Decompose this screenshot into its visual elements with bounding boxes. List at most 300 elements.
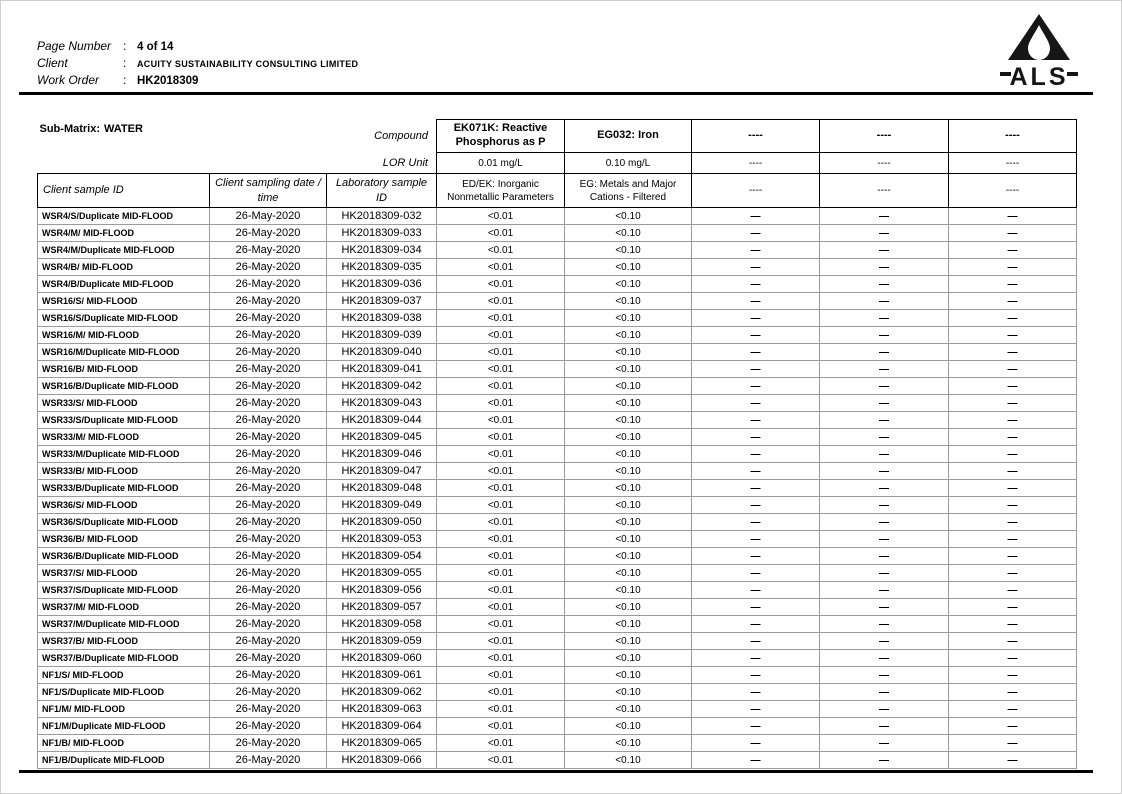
client-label: Client [37,56,68,70]
value-cell: — [820,310,949,327]
work-order-field [37,73,358,90]
lab-sample-id-cell: HK2018309-044 [327,412,437,429]
lab-sample-id-cell: HK2018309-049 [327,497,437,514]
lab-sample-id-cell: HK2018309-040 [327,344,437,361]
lor-unit-row [38,153,1077,174]
sample-id-cell: WSR36/S/Duplicate MID-FLOOD [38,514,210,531]
value-cell: <0.10 [565,718,692,735]
column-header-row [38,174,1077,208]
value-cell: <0.01 [437,514,565,531]
value-cell: — [692,344,820,361]
value-cell: — [692,752,820,769]
value-cell: <0.01 [437,310,565,327]
value-cell: <0.10 [565,735,692,752]
sampling-date-cell: 26-May-2020 [210,735,327,752]
value-cell: — [820,395,949,412]
table-row [38,378,1077,395]
value-cell: — [820,650,949,667]
value-cell: <0.01 [437,650,565,667]
sampling-date-cell: 26-May-2020 [210,412,327,429]
value-cell: — [820,327,949,344]
value-cell: — [692,378,820,395]
value-cell: <0.01 [437,667,565,684]
col-header-method-group-2: EG: Metals and Major Cations - Filtered [565,174,692,208]
value-cell: — [820,735,949,752]
table-row [38,480,1077,497]
sample-id-cell: WSR4/M/ MID-FLOOD [38,225,210,242]
value-cell: — [820,633,949,650]
value-cell: <0.10 [565,327,692,344]
value-cell: <0.01 [437,344,565,361]
compound-header-row [38,120,1077,153]
table-row [38,446,1077,463]
lab-sample-id-cell: HK2018309-065 [327,735,437,752]
value-cell: <0.10 [565,310,692,327]
sample-id-cell: WSR33/M/ MID-FLOOD [38,429,210,446]
table-row [38,463,1077,480]
value-cell: — [820,412,949,429]
lab-sample-id-cell: HK2018309-046 [327,446,437,463]
value-cell: <0.01 [437,531,565,548]
lab-sample-id-cell: HK2018309-043 [327,395,437,412]
value-cell: — [949,310,1077,327]
table-row [38,497,1077,514]
lab-sample-id-cell: HK2018309-061 [327,667,437,684]
sample-id-cell: WSR36/B/Duplicate MID-FLOOD [38,548,210,565]
sample-id-cell: WSR33/B/ MID-FLOOD [38,463,210,480]
col-header-lab-sample-id: Laboratory sample ID [327,174,437,208]
value-cell: — [949,463,1077,480]
value-cell: <0.10 [565,378,692,395]
lab-sample-id-cell: HK2018309-034 [327,242,437,259]
value-cell: <0.01 [437,327,565,344]
value-cell: <0.01 [437,225,565,242]
value-cell: — [949,735,1077,752]
table-row [38,310,1077,327]
value-cell: — [820,429,949,446]
lor-unit-cell: ---- [692,153,820,174]
value-cell: — [949,497,1077,514]
value-cell: — [949,361,1077,378]
value-cell: — [949,412,1077,429]
value-cell: <0.10 [565,531,692,548]
value-cell: — [692,463,820,480]
sample-id-cell: WSR37/B/Duplicate MID-FLOOD [38,650,210,667]
table-row [38,616,1077,633]
lab-sample-id-cell: HK2018309-054 [327,548,437,565]
value-cell: — [820,361,949,378]
lab-sample-id-cell: HK2018309-050 [327,514,437,531]
table-row [38,429,1077,446]
value-cell: — [949,548,1077,565]
lab-sample-id-cell: HK2018309-032 [327,208,437,225]
value-cell: <0.10 [565,650,692,667]
value-cell: — [949,531,1077,548]
value-cell: <0.10 [565,565,692,582]
sample-id-cell: WSR37/M/Duplicate MID-FLOOD [38,616,210,633]
page-number-value: 4 of 14 [137,41,174,53]
value-cell: <0.10 [565,463,692,480]
lab-sample-id-cell: HK2018309-033 [327,225,437,242]
lab-sample-id-cell: HK2018309-037 [327,293,437,310]
sampling-date-cell: 26-May-2020 [210,599,327,616]
value-cell: — [949,225,1077,242]
value-cell: <0.01 [437,378,565,395]
value-cell: — [949,480,1077,497]
value-cell: <0.10 [565,548,692,565]
value-cell: <0.01 [437,582,565,599]
value-cell: — [692,361,820,378]
value-cell: — [820,599,949,616]
svg-text:ALS: ALS [1009,63,1069,89]
col-header-sampling-date: Client sampling date / time [210,174,327,208]
value-cell: — [820,497,949,514]
value-cell: <0.01 [437,361,565,378]
separator-colon: : [123,73,127,87]
value-cell: — [692,735,820,752]
table-row [38,344,1077,361]
value-cell: — [692,684,820,701]
value-cell: — [949,429,1077,446]
table-row [38,548,1077,565]
value-cell: <0.01 [437,718,565,735]
value-cell: <0.01 [437,463,565,480]
value-cell: — [820,378,949,395]
value-cell: <0.01 [437,412,565,429]
value-cell: — [692,616,820,633]
value-cell: — [692,718,820,735]
table-row [38,684,1077,701]
sample-id-cell: WSR16/B/ MID-FLOOD [38,361,210,378]
lab-sample-id-cell: HK2018309-055 [327,565,437,582]
client-value: ACUITY SUSTAINABILITY CONSULTING LIMITED [137,59,359,69]
value-cell: — [949,667,1077,684]
value-cell: — [949,327,1077,344]
sampling-date-cell: 26-May-2020 [210,752,327,769]
value-cell: — [820,480,949,497]
sampling-date-cell: 26-May-2020 [210,684,327,701]
sample-id-cell: WSR33/S/Duplicate MID-FLOOD [38,412,210,429]
table-row [38,412,1077,429]
als-logo-icon [999,13,1079,89]
value-cell: — [820,752,949,769]
sampling-date-cell: 26-May-2020 [210,514,327,531]
value-cell: <0.10 [565,684,692,701]
sampling-date-cell: 26-May-2020 [210,429,327,446]
value-cell: — [692,395,820,412]
value-cell: — [949,616,1077,633]
value-cell: — [692,582,820,599]
sampling-date-cell: 26-May-2020 [210,395,327,412]
value-cell: — [820,208,949,225]
value-cell: — [820,446,949,463]
value-cell: <0.10 [565,752,692,769]
value-cell: — [692,276,820,293]
sample-id-cell: NF1/B/Duplicate MID-FLOOD [38,752,210,769]
value-cell: <0.01 [437,684,565,701]
separator-colon: : [123,39,127,53]
value-cell: — [820,259,949,276]
lab-sample-id-cell: HK2018309-062 [327,684,437,701]
value-cell: — [820,548,949,565]
value-cell: — [949,514,1077,531]
value-cell: <0.10 [565,225,692,242]
sample-id-cell: WSR16/M/Duplicate MID-FLOOD [38,344,210,361]
value-cell: <0.01 [437,752,565,769]
sampling-date-cell: 26-May-2020 [210,259,327,276]
lab-sample-id-cell: HK2018309-048 [327,480,437,497]
work-order-value: HK2018309 [137,75,199,87]
value-cell: — [692,310,820,327]
table-row [38,582,1077,599]
value-cell: — [692,293,820,310]
value-cell: <0.10 [565,582,692,599]
lab-sample-id-cell: HK2018309-045 [327,429,437,446]
sampling-date-cell: 26-May-2020 [210,242,327,259]
sampling-date-cell: 26-May-2020 [210,565,327,582]
value-cell: — [820,667,949,684]
sampling-date-cell: 26-May-2020 [210,616,327,633]
value-cell: <0.01 [437,565,565,582]
value-cell: <0.01 [437,395,565,412]
value-cell: <0.01 [437,293,565,310]
compound-header: ---- [949,120,1077,153]
table-row [38,633,1077,650]
lab-sample-id-cell: HK2018309-041 [327,361,437,378]
footer-rule [19,770,1093,773]
sub-matrix-label: Sub-Matrix: [39,122,100,135]
table-row [38,293,1077,310]
value-cell: <0.10 [565,276,692,293]
value-cell: <0.01 [437,446,565,463]
sampling-date-cell: 26-May-2020 [210,327,327,344]
lab-sample-id-cell: HK2018309-035 [327,259,437,276]
value-cell: <0.10 [565,514,692,531]
sample-id-cell: WSR36/S/ MID-FLOOD [38,497,210,514]
value-cell: — [820,718,949,735]
value-cell: <0.10 [565,208,692,225]
value-cell: <0.10 [565,344,692,361]
sample-id-cell: NF1/S/ MID-FLOOD [38,667,210,684]
value-cell: <0.10 [565,446,692,463]
compound-header: ---- [820,120,949,153]
value-cell: <0.01 [437,242,565,259]
lab-sample-id-cell: HK2018309-066 [327,752,437,769]
value-cell: — [949,293,1077,310]
sub-matrix-value: WATER [104,122,143,135]
value-cell: — [820,463,949,480]
page-number-field [37,39,358,56]
sampling-date-cell: 26-May-2020 [210,463,327,480]
value-cell: — [949,259,1077,276]
sampling-date-cell: 26-May-2020 [210,310,327,327]
sampling-date-cell: 26-May-2020 [210,378,327,395]
value-cell: — [820,276,949,293]
value-cell: <0.01 [437,633,565,650]
col-header-method-group-1: ED/EK: Inorganic Nonmetallic Parameters [437,174,565,208]
value-cell: — [820,565,949,582]
sampling-date-cell: 26-May-2020 [210,718,327,735]
table-row [38,650,1077,667]
sample-id-cell: WSR4/B/ MID-FLOOD [38,259,210,276]
table-row [38,242,1077,259]
value-cell: <0.01 [437,276,565,293]
table-row [38,514,1077,531]
value-cell: — [949,378,1077,395]
sampling-date-cell: 26-May-2020 [210,293,327,310]
sampling-date-cell: 26-May-2020 [210,650,327,667]
value-cell: — [692,225,820,242]
value-cell: — [820,225,949,242]
sample-id-cell: WSR37/S/Duplicate MID-FLOOD [38,582,210,599]
value-cell: — [949,208,1077,225]
sample-id-cell: WSR37/M/ MID-FLOOD [38,599,210,616]
lab-sample-id-cell: HK2018309-059 [327,633,437,650]
value-cell: — [692,565,820,582]
col-header-blank: ---- [820,174,949,208]
value-cell: <0.10 [565,667,692,684]
sampling-date-cell: 26-May-2020 [210,497,327,514]
table-row [38,667,1077,684]
sampling-date-cell: 26-May-2020 [210,361,327,378]
value-cell: — [820,242,949,259]
value-cell: — [949,344,1077,361]
value-cell: <0.10 [565,633,692,650]
col-header-blank: ---- [692,174,820,208]
col-header-blank: ---- [949,174,1077,208]
value-cell: <0.10 [565,361,692,378]
table-row [38,752,1077,769]
sampling-date-cell: 26-May-2020 [210,208,327,225]
sample-id-cell: NF1/B/ MID-FLOOD [38,735,210,752]
sampling-date-cell: 26-May-2020 [210,701,327,718]
value-cell: — [692,599,820,616]
value-cell: — [692,208,820,225]
lab-sample-id-cell: HK2018309-039 [327,327,437,344]
value-cell: — [949,633,1077,650]
value-cell: — [820,582,949,599]
value-cell: — [820,684,949,701]
value-cell: <0.01 [437,599,565,616]
value-cell: — [949,242,1077,259]
table-row [38,735,1077,752]
value-cell: — [949,701,1077,718]
value-cell: — [692,701,820,718]
results-grid [37,119,1077,769]
sub-matrix [38,120,327,153]
lab-sample-id-cell: HK2018309-047 [327,463,437,480]
value-cell: — [949,565,1077,582]
value-cell: <0.01 [437,208,565,225]
lab-sample-id-cell: HK2018309-057 [327,599,437,616]
table-row [38,327,1077,344]
value-cell: — [820,344,949,361]
sample-id-cell: WSR16/S/Duplicate MID-FLOOD [38,310,210,327]
sample-id-cell: NF1/M/Duplicate MID-FLOOD [38,718,210,735]
lab-sample-id-cell: HK2018309-056 [327,582,437,599]
sample-id-cell: WSR33/B/Duplicate MID-FLOOD [38,480,210,497]
sampling-date-cell: 26-May-2020 [210,446,327,463]
separator-colon: : [123,56,127,70]
value-cell: — [820,293,949,310]
sample-id-cell: NF1/M/ MID-FLOOD [38,701,210,718]
value-cell: — [949,718,1077,735]
sample-id-cell: WSR37/B/ MID-FLOOD [38,633,210,650]
value-cell: — [820,531,949,548]
value-cell: — [949,582,1077,599]
value-cell: <0.10 [565,616,692,633]
table-row [38,599,1077,616]
value-cell: <0.10 [565,599,692,616]
value-cell: <0.10 [565,259,692,276]
value-cell: — [949,395,1077,412]
lab-sample-id-cell: HK2018309-060 [327,650,437,667]
sample-id-cell: WSR16/B/Duplicate MID-FLOOD [38,378,210,395]
lor-unit-cell: 0.01 mg/L [437,153,565,174]
sampling-date-cell: 26-May-2020 [210,480,327,497]
value-cell: — [692,480,820,497]
value-cell: <0.10 [565,429,692,446]
lab-sample-id-cell: HK2018309-036 [327,276,437,293]
lab-sample-id-cell: HK2018309-063 [327,701,437,718]
table-row [38,276,1077,293]
header-rule [19,92,1093,95]
sample-id-cell: WSR16/S/ MID-FLOOD [38,293,210,310]
page-number-label: Page Number [37,39,112,53]
table-row [38,259,1077,276]
lab-sample-id-cell: HK2018309-042 [327,378,437,395]
lor-unit-cell: ---- [820,153,949,174]
value-cell: — [949,650,1077,667]
sampling-date-cell: 26-May-2020 [210,225,327,242]
value-cell: — [949,446,1077,463]
table-row [38,361,1077,378]
value-cell: <0.01 [437,735,565,752]
lab-sample-id-cell: HK2018309-038 [327,310,437,327]
table-row [38,225,1077,242]
value-cell: <0.10 [565,412,692,429]
value-cell: <0.10 [565,242,692,259]
value-cell: <0.01 [437,259,565,276]
value-cell: <0.01 [437,701,565,718]
value-cell: — [949,599,1077,616]
sample-table-body [38,208,1077,769]
value-cell: — [692,429,820,446]
sample-id-cell: WSR36/B/ MID-FLOOD [38,531,210,548]
sampling-date-cell: 26-May-2020 [210,276,327,293]
table-row [38,208,1077,225]
sampling-date-cell: 26-May-2020 [210,667,327,684]
value-cell: — [949,752,1077,769]
sample-id-cell: WSR4/S/Duplicate MID-FLOOD [38,208,210,225]
value-cell: — [692,514,820,531]
compound-header: ---- [692,120,820,153]
compound-header: EG032: Iron [565,120,692,153]
sample-id-cell: WSR4/M/Duplicate MID-FLOOD [38,242,210,259]
sample-id-cell: WSR33/S/ MID-FLOOD [38,395,210,412]
value-cell: — [820,514,949,531]
table-row [38,395,1077,412]
lab-sample-id-cell: HK2018309-064 [327,718,437,735]
sample-id-cell: NF1/S/Duplicate MID-FLOOD [38,684,210,701]
value-cell: <0.01 [437,480,565,497]
sampling-date-cell: 26-May-2020 [210,633,327,650]
value-cell: — [692,633,820,650]
value-cell: — [692,548,820,565]
lor-unit-cell: 0.10 mg/L [565,153,692,174]
value-cell: <0.10 [565,497,692,514]
client-field [37,56,358,73]
